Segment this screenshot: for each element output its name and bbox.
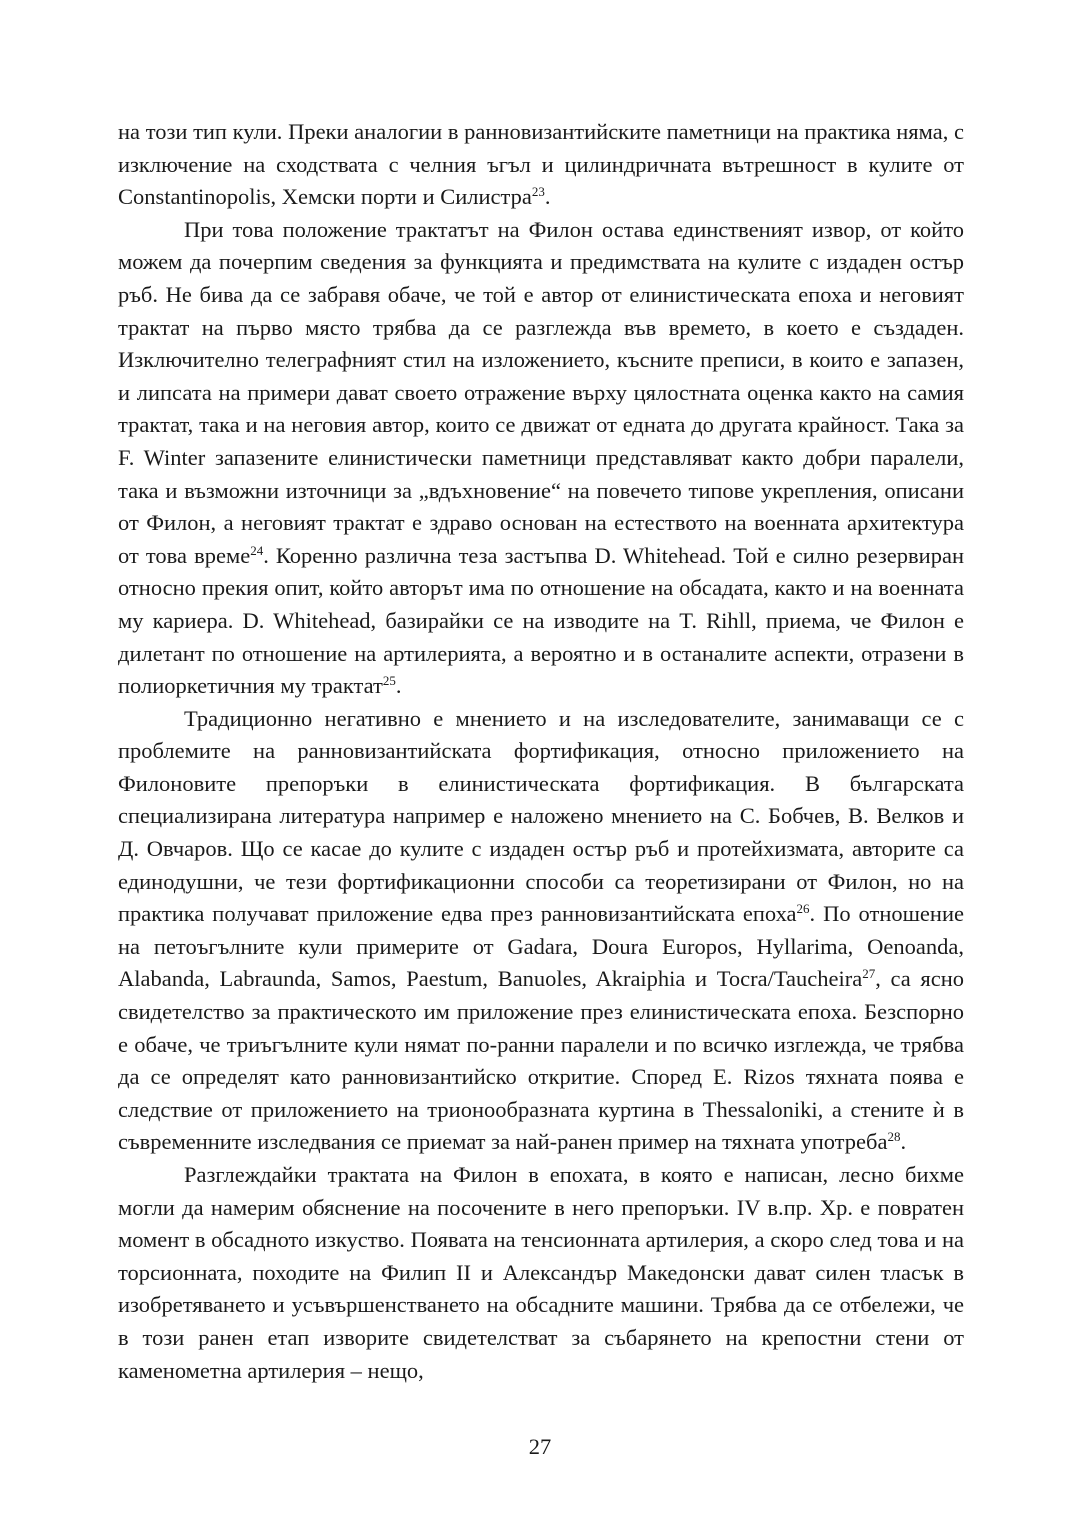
paragraph-text: . xyxy=(395,673,402,699)
page-number: 27 xyxy=(528,1434,552,1459)
paragraph-text: , са ясно свидетелство за практическото им приложение през елинистическата епоха. Безспорно е обаче, че триъгълните кули нямат по-ранни паралели и по всичко изглежда, че трябва да се определят като ранновизантийско откритие. Според E. Rizos тяхната поява е следствие от приложението на трионообразната куртина в Thessaloniki, а стените ѝ в съвременните изследвания се приемат за най-ранен пример на тяхната употреба xyxy=(118,966,965,1155)
footnote-ref: 26 xyxy=(796,901,810,917)
footnote-ref: 27 xyxy=(862,966,876,982)
paragraph-text: При това положение трактатът на Филон остава единственият извор, от който можем да почерпим сведения за функцията и предимствата на кулите с издаден остър ръб. Не бива да се забравя обаче, че той е автор от елинистическата епоха и неговият трактат на първо място трябва да се разглежда във времето, в което е създаден. Изключително телеграфният стил на изложението, късните преписи, в които е запазен, и липсата на примери дават своето отражение върху цялостната оценка както на самия трактат, така и на неговия автор, които се движат от едната до другата крайност. Така за F. Winter запазените елинистически паметници представляват както добри паралели, така и възможни източници за „вдъхновение“ на повечето типове укрепления, описани от Филон, а неговият трактат е здраво основан на естеството на военната архитектура от това време xyxy=(118,216,964,568)
paragraph xyxy=(118,214,964,703)
footnote-ref: 28 xyxy=(887,1129,901,1145)
paragraph xyxy=(118,1159,964,1387)
paragraph-text: . xyxy=(900,1129,907,1155)
paragraph-text: Традиционно негативно е мнението и на изследователите, занимаващи се с проблемите на ранновизантийската фортификация, относно приложението на Филоновите препоръки в елинистическата фортификация. В българската специализирана литература например е наложено мнението на С. Бобчев, В. Велков и Д. Овчаров. Що се касае до кулите с издаден остър ръб и протейхизмата, авторите са единодушни, че тези фортификационни способи са теоретизирани от Филон, но на практика получават приложение едва през ранновизантийската епоха xyxy=(118,705,964,927)
footnote-ref: 23 xyxy=(531,184,545,200)
paragraph-text: . xyxy=(544,184,551,210)
paragraph-text: Разглеждайки трактата на Филон в епохата, в която е написан, лесно бихме могли да намерим обяснение на посочените в него препоръки. IV в.пр. Хр. е повратен момент в обсадното изкуство. Появата на тенсионната артилерия, а скоро след това и на торсионната, походите на Филип II и Александър Македонски дават силен тласък в изобретяването и усъвършенстването на обсадните машини. Трябва да се отбележи, че в този ранен етап изворите свидетелстват за събарянето на крепостни стени от каменометна артилерия – нещо, xyxy=(118,1162,964,1383)
footnote-ref: 25 xyxy=(382,673,396,689)
paragraph-text: . По отношение на петоъгълните кули примерите от Gadara, Doura Europos, Hyllarima, Oenoanda, Alabanda, Labraunda, Samos, Paestum, Banuoles, Akraiphia и Tocra/Taucheira xyxy=(118,901,964,992)
paragraph-text: на този тип кули. Преки аналогии в ранновизантийските паметници на практика няма, с изключение на сходствата с челния ъгъл и цилиндричната вътрешност в кулите от Constantinopolis, Хемски порти и Силистра xyxy=(118,119,964,210)
paragraph-text: . Коренно различна теза застъпва D. Whitehead. Той е силно резервиран относно прекия опит, който авторът има по отношение на обсадата, както и на военната му кариера. D. Whitehead, базирайки се на изводите на T. Rihll, приема, че Филон е дилетант по отношение на артилерията, а вероятно и в останалите аспекти, отразени в полиоркетичния му трактат xyxy=(118,542,964,699)
page-body xyxy=(118,116,964,1387)
footnote-ref: 24 xyxy=(250,542,264,558)
paragraph xyxy=(118,703,964,1159)
paragraph xyxy=(118,116,964,214)
